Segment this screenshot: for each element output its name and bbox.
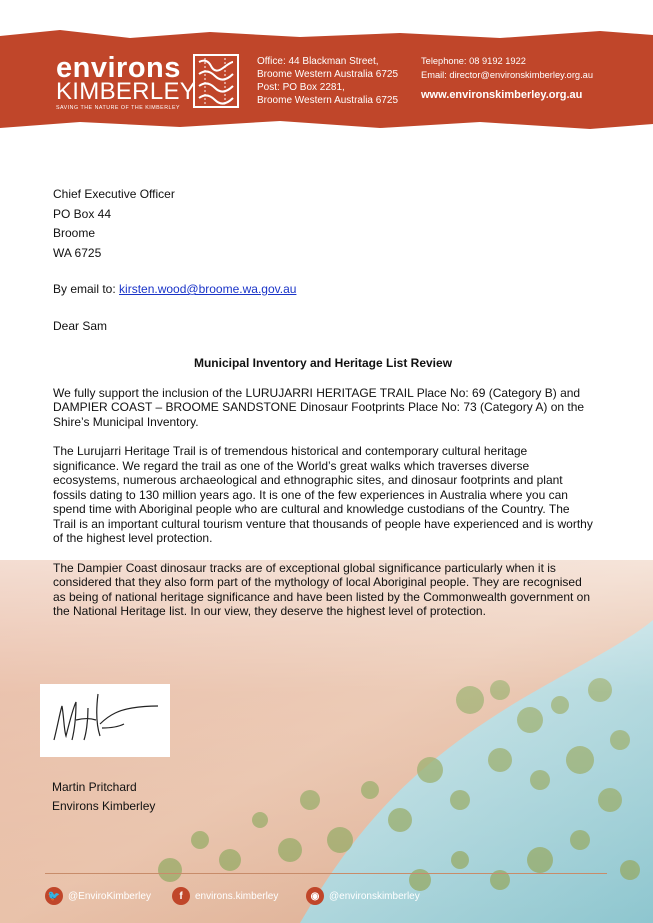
- letter-body: [53, 187, 593, 619]
- facebook-link[interactable]: [172, 887, 278, 905]
- letterhead: [0, 0, 653, 132]
- signature-scribble: [40, 684, 170, 757]
- signer-name: Martin Pritchard: [52, 780, 137, 794]
- recipient-line: PO Box 44: [53, 206, 112, 221]
- subject-heading: Municipal Inventory and Heritage List Review: [193, 356, 453, 370]
- instagram-icon: ◉: [306, 887, 324, 905]
- email-line: [53, 282, 593, 297]
- aboriginal-art-icon: [193, 54, 239, 108]
- recipient-line: Broome: [53, 226, 96, 240]
- instagram-handle: @environskimberley: [329, 890, 420, 902]
- footer-divider: [45, 873, 607, 874]
- brand-tagline: SAVING THE NATURE OF THE KIMBERLEY: [56, 105, 181, 111]
- office-address: [257, 55, 398, 107]
- paragraph: The Dampier Coast dinosaur tracks are of exceptional global significance particularly when it is considered that they also form part of the mythology of local Aboriginal people. They are recognised as being of national heritage significance and have been listed by the Commonwealth government on the National Heritage list. In our view, they deserve the highest level of protection.: [53, 560, 591, 618]
- signature: [40, 684, 170, 757]
- brand-line1: environs: [56, 52, 181, 84]
- contact-details: [421, 55, 593, 102]
- signatory: [52, 778, 155, 816]
- brand-line2: KIMBERLEY: [56, 78, 197, 105]
- facebook-handle: environs.kimberley: [195, 890, 279, 902]
- website-link[interactable]: www.environskimberley.org.au: [421, 88, 583, 101]
- email[interactable]: Email: director@environskimberley.org.au: [421, 69, 594, 80]
- recipient-email-link[interactable]: kirsten.wood@broome.wa.gov.au: [119, 282, 297, 296]
- recipient-address: [53, 187, 593, 260]
- salutation: Dear Sam: [53, 318, 108, 333]
- paragraph: We fully support the inclusion of the LURUJARRI HERITAGE TRAIL Place No: 69 (Category B) and DAMPIER COAST – BROOME SANDSTONE Dinosaur Footprints Place No: 73 (Category A) on the Shire’s Municipal Inventory.: [53, 385, 585, 429]
- twitter-link[interactable]: [45, 887, 151, 905]
- instagram-link[interactable]: [306, 887, 420, 905]
- twitter-handle: @EnviroKimberley: [68, 890, 151, 902]
- signer-organisation: Environs Kimberley: [52, 799, 156, 813]
- paragraph: The Lurujarri Heritage Trail is of tremendous historical and contemporary cultural heritage significance. We regard the trail as one of the World’s great walks which traverses diverse ecosystems, numerous archaeological and ethnographic sites, and dinosaur footprints and plant fossils dating to 130 million years ago. It is one of the few experiences in Australia where you can spend time with Aboriginal people who are cultural and knowledge custodians of the Country. The Trail is an important cultural tourism venture that thousands of people have experienced and is worthy of the highest level protection.: [53, 444, 593, 545]
- environs-kimberley-logo: [56, 54, 196, 111]
- twitter-icon: 🐦: [45, 887, 63, 905]
- post-city: Broome Western Australia 6725: [257, 95, 399, 106]
- email-prefix: By email to:: [53, 282, 120, 296]
- office-line: Office: 44 Blackman Street,: [257, 56, 379, 67]
- post-line: Post: PO Box 2281,: [257, 82, 345, 93]
- recipient-line: WA 6725: [53, 245, 102, 260]
- recipient-line: Chief Executive Officer: [53, 187, 175, 201]
- telephone: Telephone: 08 9192 1922: [421, 56, 526, 66]
- facebook-icon: f: [172, 887, 190, 905]
- office-city: Broome Western Australia 6725: [257, 69, 399, 80]
